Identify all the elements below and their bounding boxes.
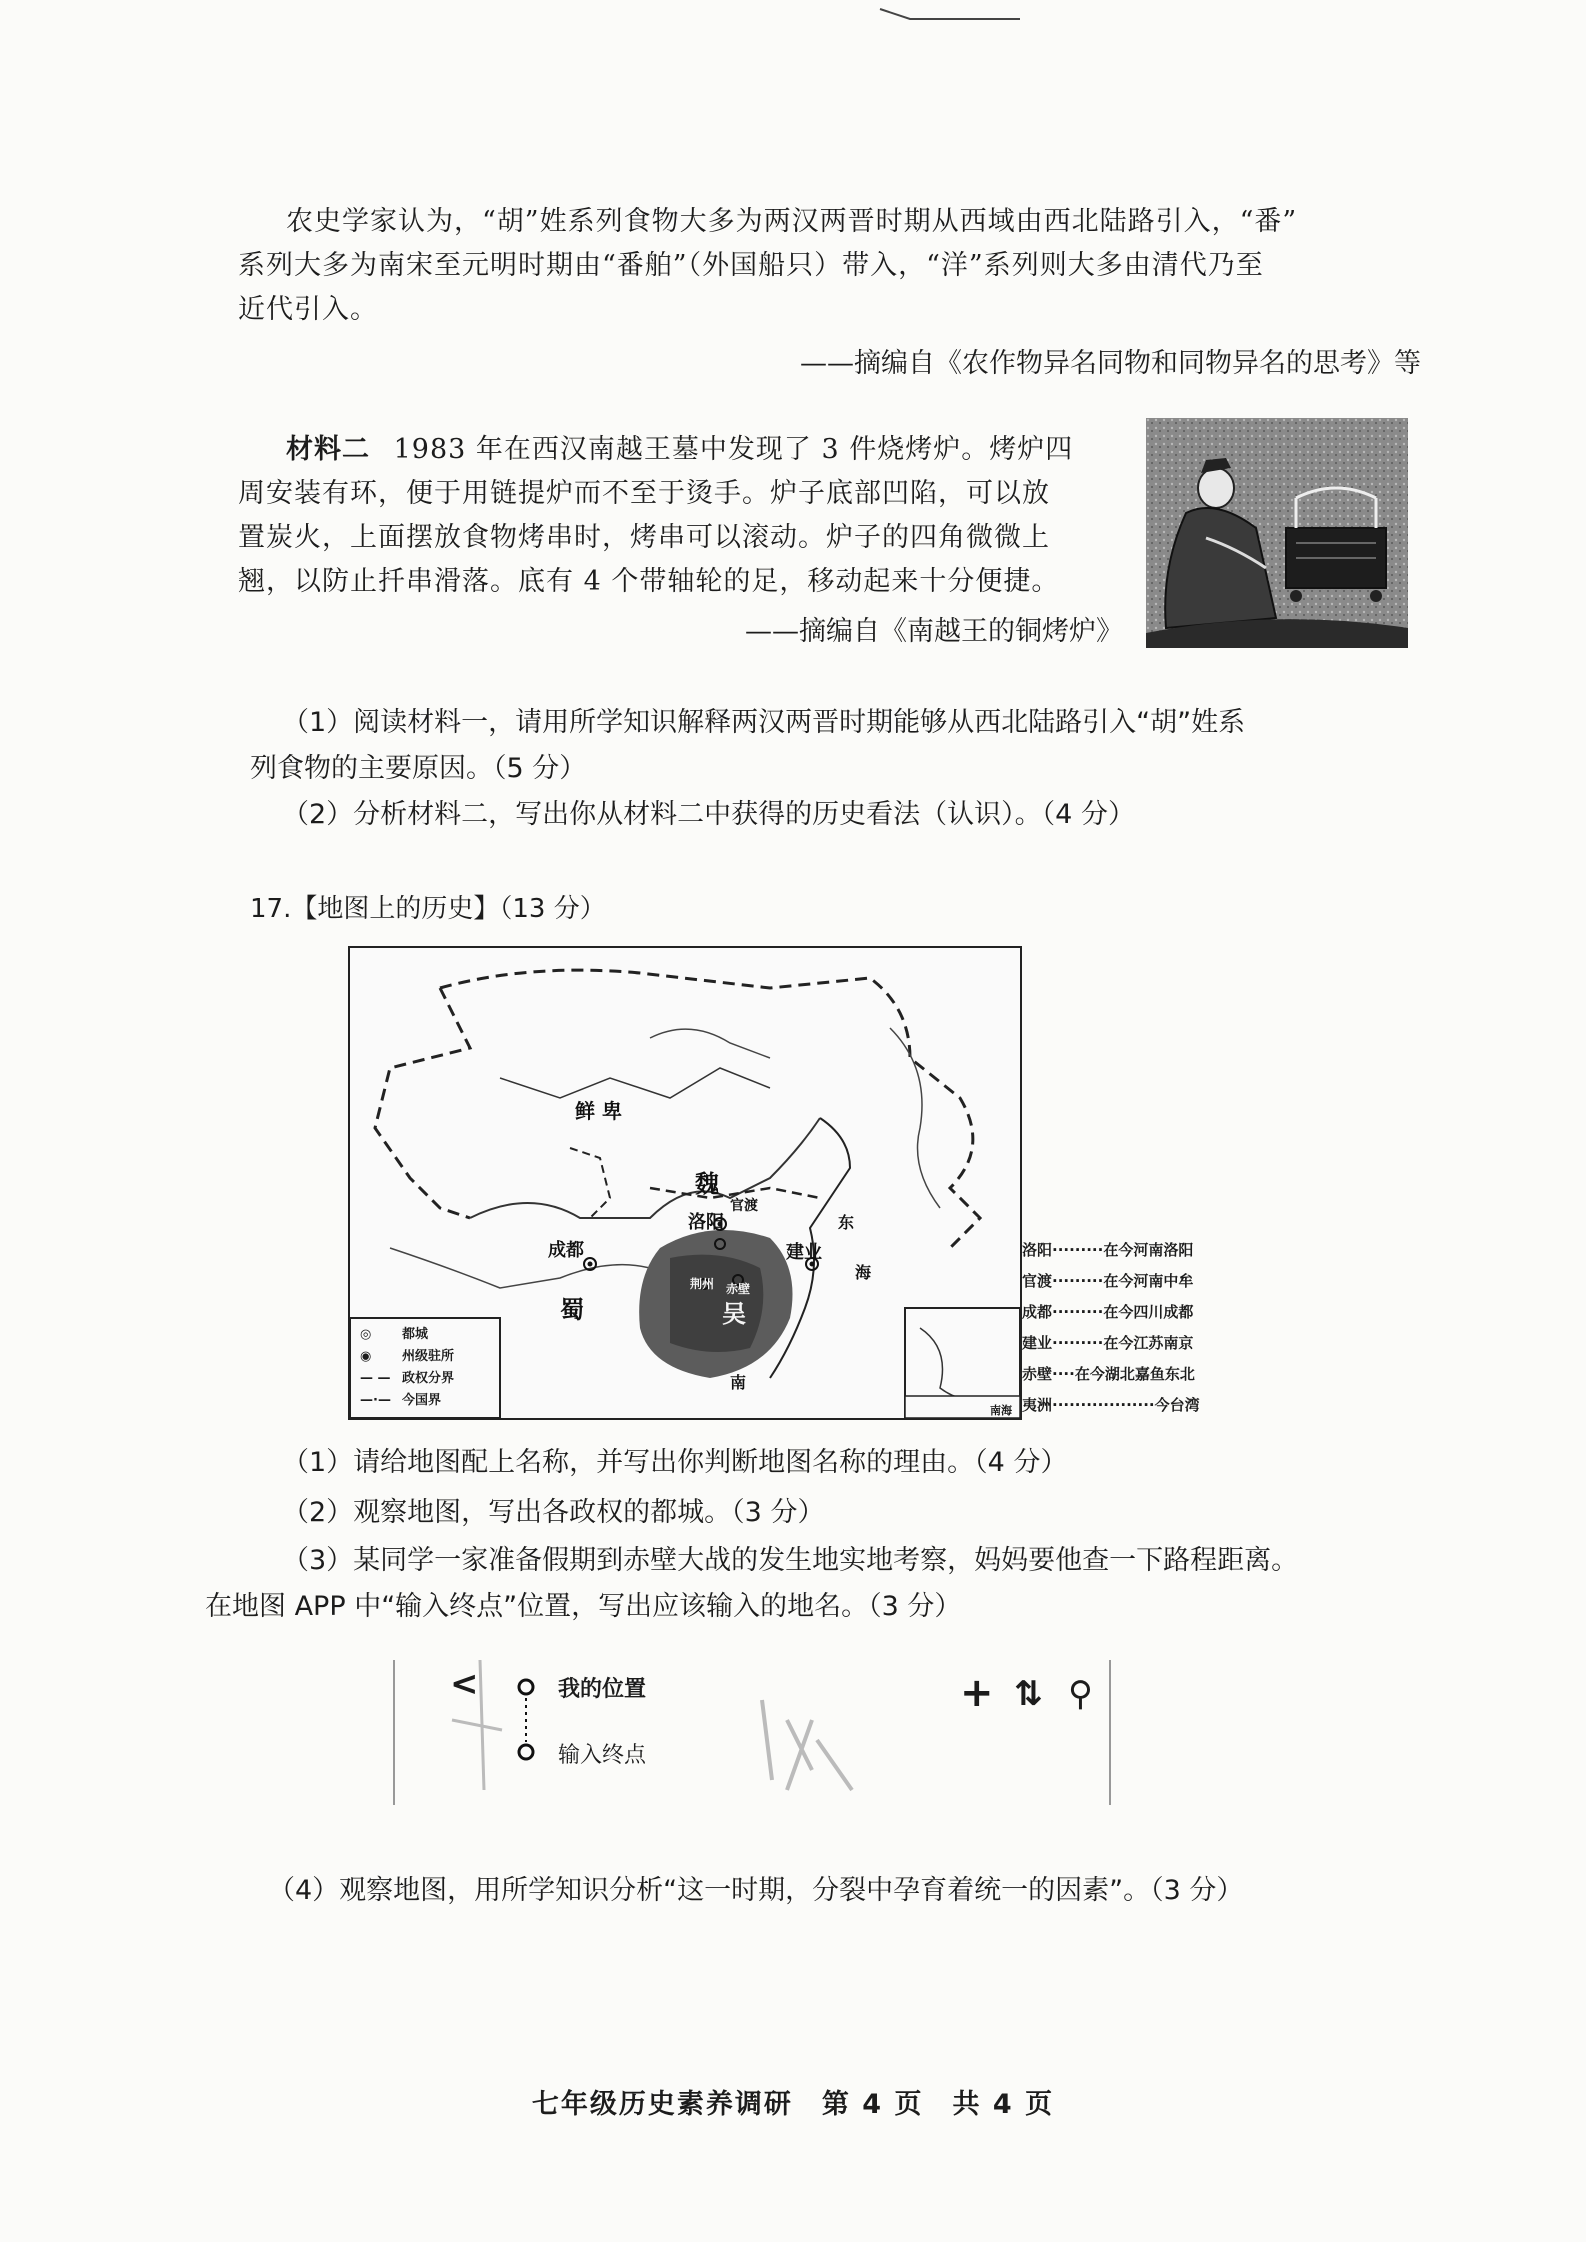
map-label-nanhai-inset: 南海 <box>990 1404 1012 1417</box>
map-legend <box>360 1324 495 1412</box>
map-label-jianye: 建业 <box>786 1242 822 1263</box>
dots: ········· <box>1052 1303 1104 1321</box>
place-name: 赤壁 <box>1022 1365 1053 1383</box>
map-label-chengdu: 成都 <box>548 1240 584 1261</box>
legend-symbol: ◎ <box>360 1327 372 1342</box>
place-desc: 在今河南中牟 <box>1103 1272 1194 1290</box>
map-label-dong: 东 <box>838 1213 855 1232</box>
material2-line: 翘，以防止扦串滑落。底有 4 个带轴轮的足，移动起来十分便捷。 <box>238 566 1060 597</box>
place-desc: 在今四川成都 <box>1103 1303 1194 1321</box>
material2-source: ——摘编自《南越王的铜烤炉》 <box>745 616 1123 647</box>
place-note-chibi <box>1022 1359 1282 1390</box>
map-label-nan: 南 <box>730 1373 747 1392</box>
add-waypoint-button[interactable]: + <box>960 1670 994 1716</box>
q16-part1-line: 列食物的主要原因。（5 分） <box>250 753 587 784</box>
map-label-shu: 蜀 <box>560 1296 584 1324</box>
q17-title: 17.【地图上的历史】（13 分） <box>250 894 606 924</box>
q16-part1-line: （1）阅读材料一，请用所学知识解释两汉两晋时期能够从西北陆路引入“胡”姓系 <box>282 707 1246 738</box>
three-kingdoms-map <box>348 946 1022 1420</box>
scan-mark <box>870 6 1030 20</box>
scan-mark-graphic <box>870 7 1030 21</box>
voice-input-button[interactable]: ⚲ <box>1068 1674 1093 1714</box>
map-label-wei: 魏 <box>695 1170 719 1198</box>
material1-line: 系列大多为南宋至元明时期由“番舶”（外国船只）带入，“洋”系列则大多由清代乃至 <box>238 250 1264 281</box>
place-desc: 在今河南洛阳 <box>1103 1241 1194 1259</box>
material2-line: 1983 年在西汉南越王墓中发现了 3 件烧烤炉。烤炉四 <box>393 434 1074 465</box>
q17-part3-line: 在地图 APP 中“输入终点”位置，写出应该输入的地名。（3 分） <box>205 1591 962 1622</box>
legend-item-prefecture <box>360 1346 495 1368</box>
place-notes <box>1022 1235 1282 1421</box>
map-label-luoyang: 洛阳 <box>688 1212 724 1233</box>
place-desc: 今台湾 <box>1154 1396 1200 1414</box>
place-desc: 在今湖北嘉鱼东北 <box>1074 1365 1195 1383</box>
material1-source: ——摘编自《农作物异名同物和同物异名的思考》等 <box>800 348 1421 379</box>
q16-part1 <box>250 700 1420 792</box>
bronze-grill-photo <box>1146 418 1408 648</box>
legend-symbol: — — <box>360 1371 391 1386</box>
map-label-jingzhou: 荆州 <box>690 1277 715 1291</box>
place-name: 洛阳 <box>1022 1241 1053 1259</box>
material1-line: 农史学家认为，“胡”姓系列食物大多为两汉两晋时期从西域由西北陆路引入，“番” <box>286 206 1298 237</box>
map-label-hai: 海 <box>855 1263 872 1282</box>
back-button[interactable]: < <box>450 1664 479 1704</box>
material2-line: 置炭火，上面摆放食物烤串时，烤串可以滚动。炉子的四角微微上 <box>238 522 1050 553</box>
q17-part1: （1）请给地图配上名称，并写出你判断地图名称的理由。（4 分） <box>282 1447 1068 1478</box>
q17-part3 <box>205 1538 1435 1630</box>
legend-text: 政权分界 <box>402 1371 455 1386</box>
material1-text <box>238 200 1418 332</box>
legend-item-capital <box>360 1324 495 1346</box>
place-note-jianye <box>1022 1328 1282 1359</box>
dots: ········· <box>1052 1241 1104 1259</box>
map-label-chibi: 赤壁 <box>726 1282 751 1296</box>
place-name: 成都 <box>1022 1303 1053 1321</box>
q17-part4: （4）观察地图，用所学知识分析“这一时期，分裂中孕育着统一的因素”。（3 分） <box>268 1875 1244 1906</box>
place-desc: 在今江苏南京 <box>1103 1334 1194 1352</box>
place-note-guandu <box>1022 1266 1282 1297</box>
dots: ·················· <box>1052 1396 1155 1414</box>
swap-route-button[interactable]: ⇅ <box>1014 1674 1043 1714</box>
place-name: 建业 <box>1022 1334 1053 1352</box>
material2-first-line <box>238 428 1128 472</box>
my-location-field[interactable]: 我的位置 <box>558 1677 647 1702</box>
destination-field[interactable]: 输入终点 <box>558 1743 647 1768</box>
map-label-wu: 吴 <box>722 1300 746 1328</box>
material2-label: 材料二 <box>286 434 370 465</box>
material1-line: 近代引入。 <box>238 294 378 325</box>
map-app-widget <box>392 1640 1112 1805</box>
q16-part2: （2）分析材料二，写出你从材料二中获得的历史看法（认识）。（4 分） <box>282 799 1135 830</box>
legend-item-modern-border <box>360 1390 495 1412</box>
legend-text: 都城 <box>402 1327 429 1342</box>
place-name: 官渡 <box>1022 1272 1053 1290</box>
map-label-guandu: 官渡 <box>730 1198 758 1214</box>
place-note-yizhou <box>1022 1390 1282 1421</box>
legend-item-regime-border <box>360 1368 495 1390</box>
place-note-chengdu <box>1022 1297 1282 1328</box>
dots: ········· <box>1052 1272 1104 1290</box>
page-footer: 七年级历史素养调研 第 4 页 共 4 页 <box>531 2089 1055 2120</box>
material2-line: 周安装有环，便于用链提炉而不至于烫手。炉子底部凹陷，可以放 <box>238 478 1050 509</box>
legend-text: 州级驻所 <box>402 1349 455 1364</box>
place-name: 夷洲 <box>1022 1396 1053 1414</box>
map-app-frame <box>392 1640 1112 1805</box>
legend-symbol: ◉ <box>360 1349 372 1364</box>
map-label-xianbei: 鲜 卑 <box>575 1099 622 1123</box>
legend-symbol: —·— <box>360 1393 391 1408</box>
material2-text <box>238 428 1128 604</box>
legend-text: 今国界 <box>402 1393 442 1408</box>
bronze-grill-illustration <box>1146 418 1408 648</box>
place-note-luoyang <box>1022 1235 1282 1266</box>
q17-part2: （2）观察地图，写出各政权的都城。（3 分） <box>282 1497 825 1528</box>
q17-part3-line: （3）某同学一家准备假期到赤壁大战的发生地实地考察，妈妈要他查一下路程距离。 <box>282 1545 1299 1576</box>
dots: ···· <box>1052 1365 1075 1383</box>
dots: ········· <box>1052 1334 1104 1352</box>
